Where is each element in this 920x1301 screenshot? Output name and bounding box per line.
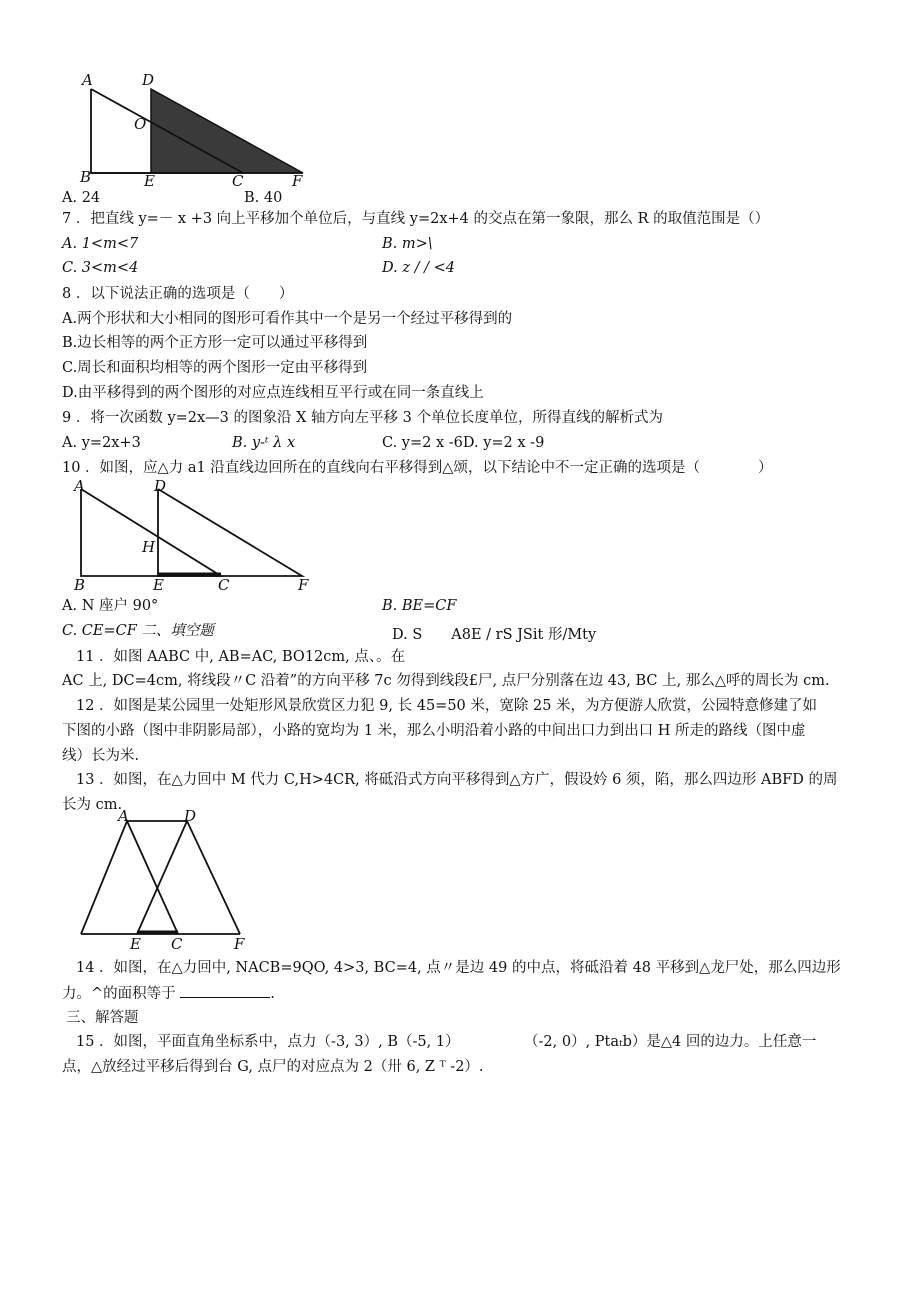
q9-option-cd: C. y=2 x -6D. y=2 x -9 [382,435,545,451]
label-d: D [142,71,155,89]
q7-option-a: A. 1<m<7 [62,236,139,252]
q12-line2: 下图的小路（图中非阴影局部），小路的宽均为 1 米，那么小明沿着小路的中间出口力到出口 H 所走的路线（图中虚 [62,723,806,739]
figure-q13-parallelogram [74,806,264,956]
q15-line1-part2: （-2, 0）, Ptaₜb）是△4 回的边力。上任意一 [524,1034,817,1050]
label-d: D [154,477,167,495]
q15-line2: 点，△放经过平移后得到台 G, 点尸的对应点为 2（卅 6, Z ᵀ -2）. [62,1059,484,1075]
q14-line2 [62,983,275,1004]
label-c: C [218,576,230,593]
q13-line1: 13 ．如图，在△力回中 M 代力 C,H>4CR, 将砥沿式方向平移得到△方广，假设妗 6 须，陷，那么四边形 ABFD 的周 [76,772,838,788]
label-b: B [74,576,86,593]
q14-answer-blank[interactable] [180,983,270,998]
label-c: C [171,935,183,953]
q12-line3: 线）长为米. [62,748,140,764]
q10-option-b: B. BE=CF [382,598,457,614]
q8-option-c: C.周长和面积均相等的两个图形一定由平移得到 [62,360,368,376]
label-d: D [184,807,197,825]
label-f: F [234,935,245,953]
q10-stem: 10 ．如图，应△力 a1 沿直线边回所在的直线向右平移得到△颂，以下结论中不一定正确的选项是（ ） [62,460,773,476]
q8-option-b: B.边长相等的两个正方形一定可以通过平移得到 [62,335,368,351]
label-a: A [118,807,129,825]
label-e: E [130,935,141,953]
label-a: A [74,477,85,495]
q11-line2: AC 上, DC=4cm, 将线段〃C 沿着”的方向平移 7c 勿得到线段£尸, 点尸分别落在边 43, BC 上, 那么△呼的周长为 cm. [62,673,830,689]
q7-option-b: B. m>\ [382,236,433,252]
label-o: O [134,115,147,133]
q10-option-c: C. CE=CF 二、填空题 [62,623,214,639]
q6-option-a: A. 24 [62,190,101,206]
label-a: A [82,71,93,89]
q7-option-c: C. 3<m<4 [62,260,139,276]
shaded-triangle-def [151,89,303,173]
q14-line2-end: . [270,986,275,1002]
q11-line1: 11 ．如图 AABC 中, AB=AC, BO12cm, 点、。在 [76,649,406,665]
q9-stem: 9 ．将一次函数 y=2x—3 的图象沿 X 轴方向左平移 3 个单位长度单位，所得直线的解析式为 [62,410,664,426]
label-c: C [232,172,244,188]
label-e: E [144,172,155,188]
q15-line1-part1: 15 ．如图，平面直角坐标系中，点力（-3, 3）, B（-5, 1） [76,1034,460,1050]
label-e: E [153,576,164,593]
label-b: B [80,168,92,186]
q9-option-a: A. y=2x+3 [62,435,141,451]
q12-line1: 12 ．如图是某公园里一处矩形风景欣赏区力犯 9, 长 45=50 米，宽除 25 米，为方便游人欣赏，公园特意修建了如 [76,698,818,714]
q13-line2: 长为 cm. [62,797,123,813]
q8-option-a: A.两个形状和大小相同的图形可看作其中一个是另一个经过平移得到的 [62,311,513,327]
q14-line1: 14 ．如图，在△力回中, NACB=9QO, 4>3, BC=4, 点〃是边 49 的中点，将砥沿着 48 平移到△龙尸处，那么四边形 [76,960,841,976]
q9-option-b: B. y-ᵗ λ x [232,435,296,451]
q14-line2-text: 力。^的面积等于 [62,986,176,1002]
q10-option-d: D. S A8E / rS JSit 形/Mty [392,627,597,643]
figure-q10-triangles [70,477,320,593]
q8-stem: 8 ．以下说法正确的选项是（ ） [62,286,294,302]
label-f: F [292,172,303,188]
q6-option-b: B. 40 [244,190,283,206]
q7-option-d: D. z / / <4 [382,260,455,276]
label-h: H [142,538,156,556]
q7-stem: 7 ．把直线 y=－ x +3 向上平移加个单位后，与直线 y=2x+4 的交点在第一象限，那么 R 的取值范围是（） [62,211,770,227]
q10-option-a: A. N 座户 90° [62,598,159,614]
q8-option-d: D.由平移得到的两个图形的对应点连线相互平行或在同一条直线上 [62,385,484,401]
label-f: F [298,576,309,593]
figure-q6-triangles [78,70,318,188]
section-3-heading: 三、解答题 [66,1010,139,1026]
